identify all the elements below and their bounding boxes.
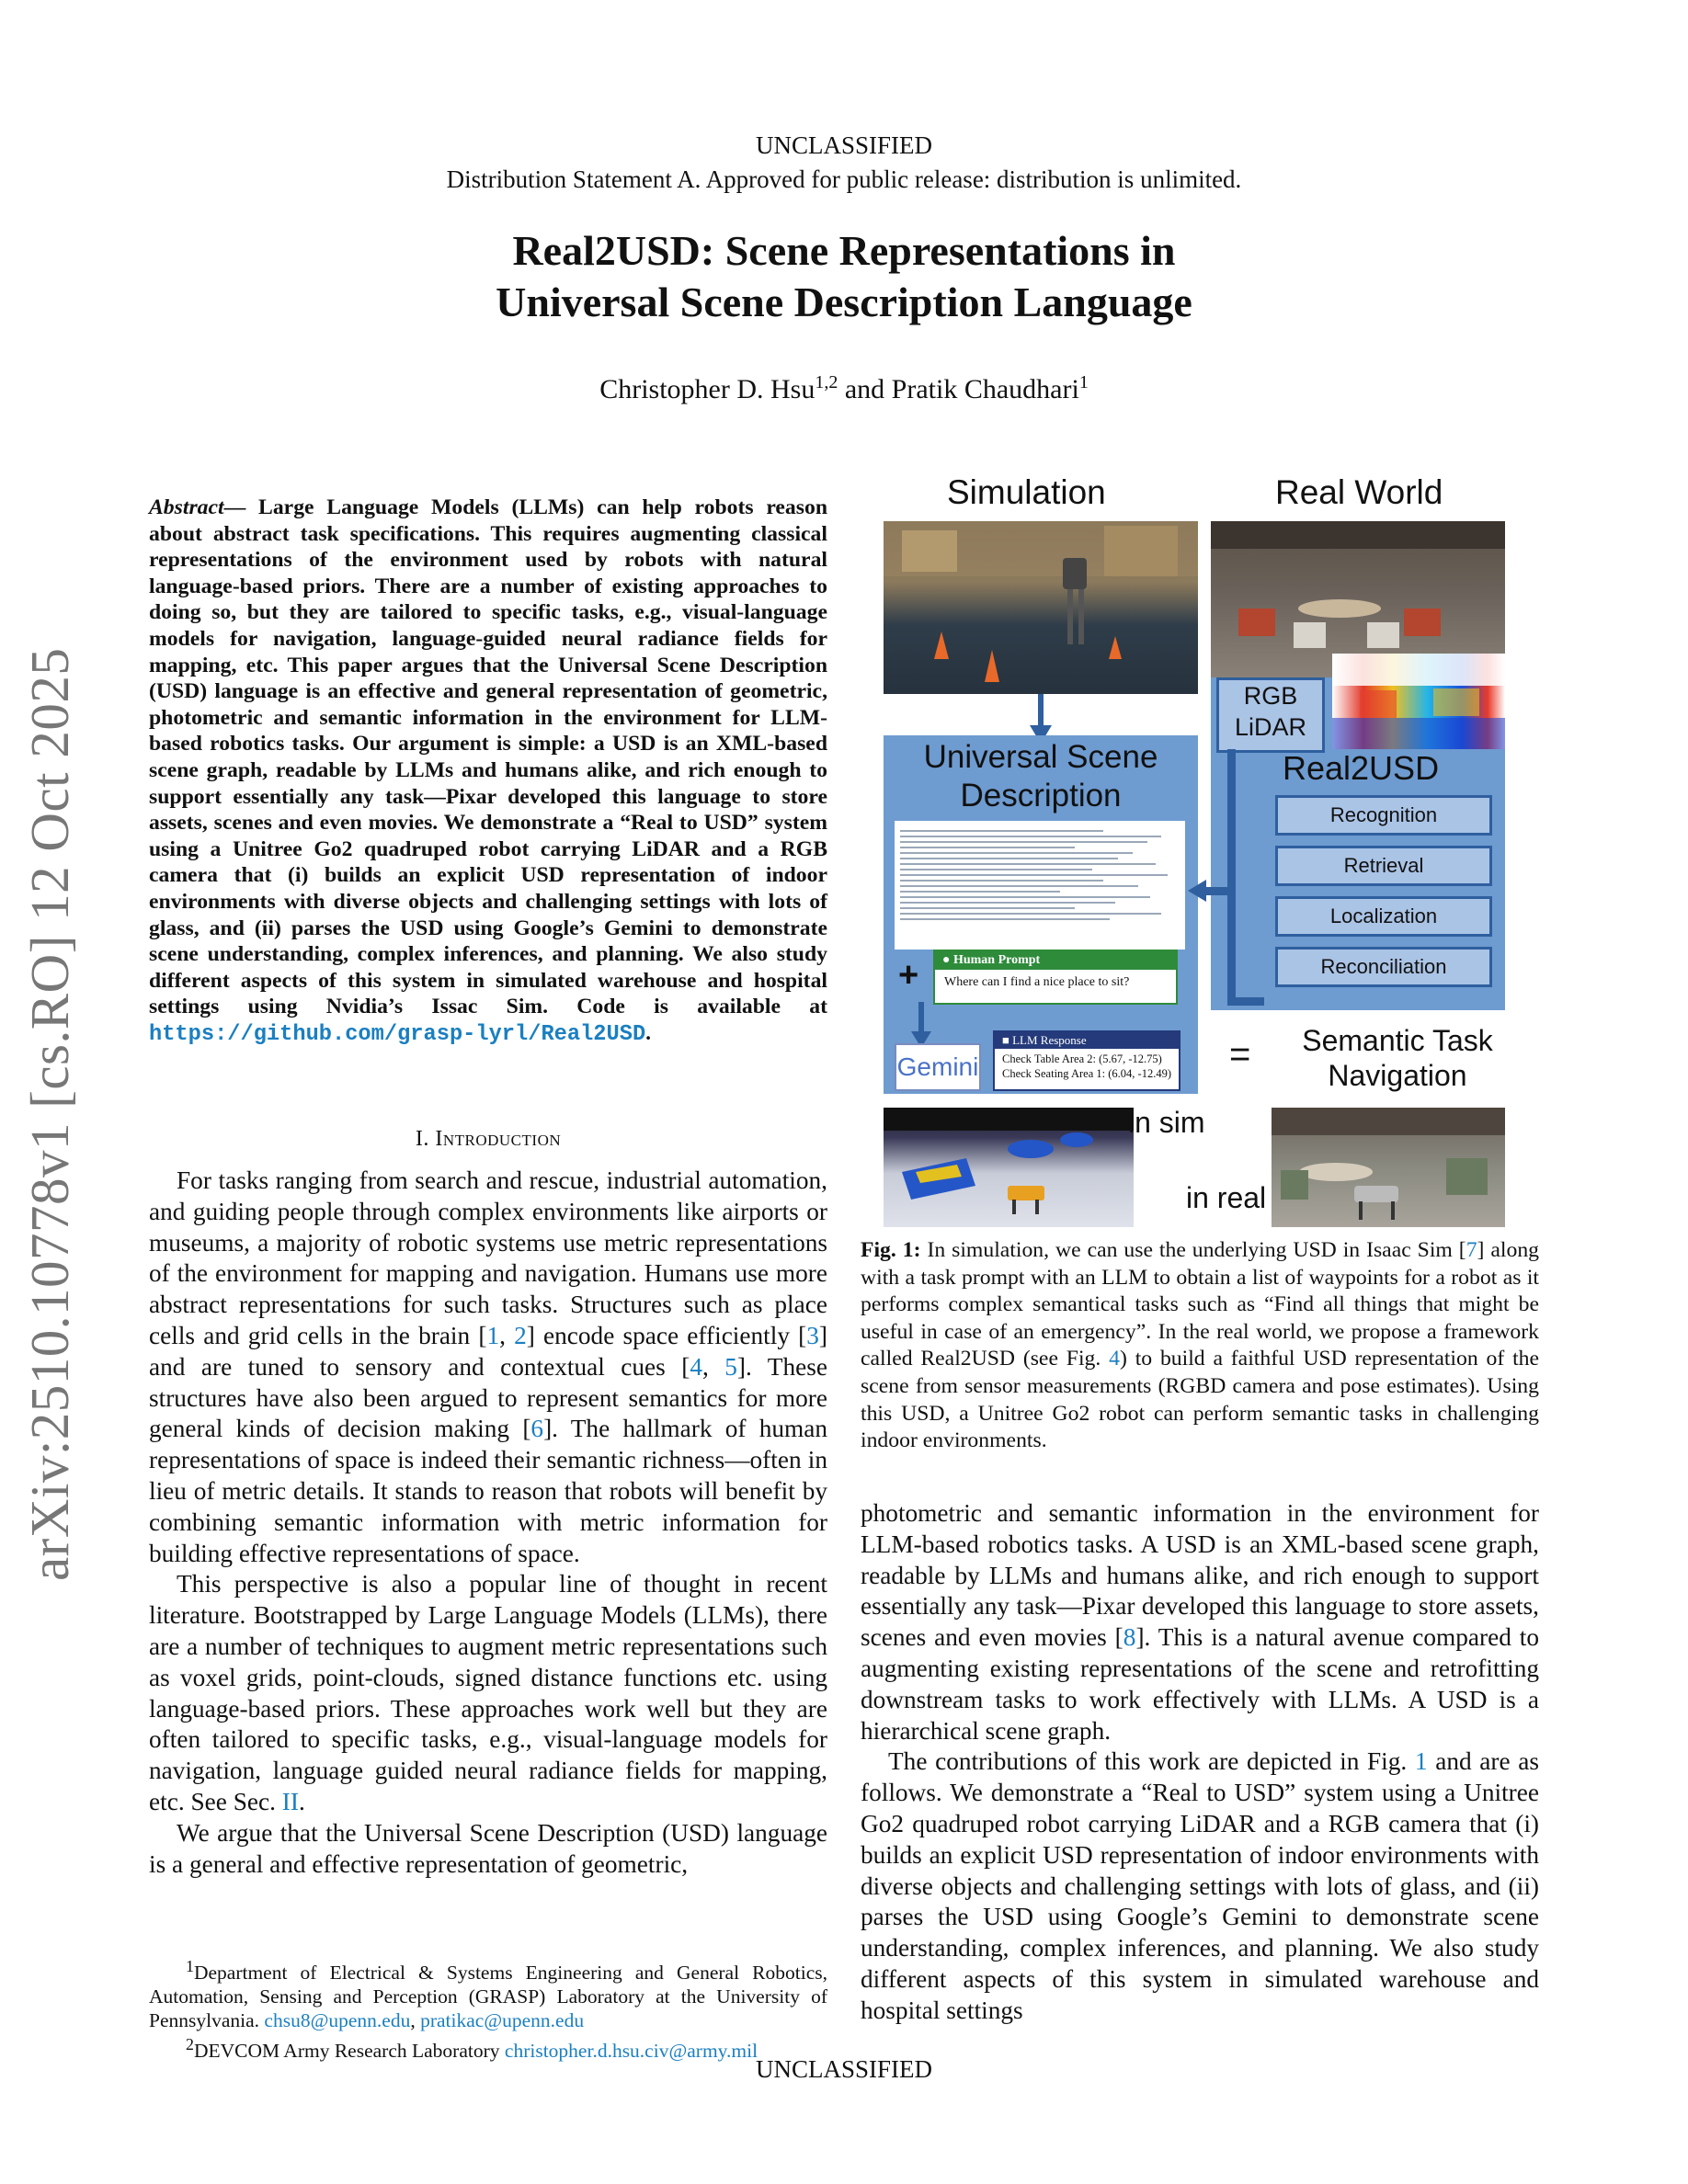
- citation-link[interactable]: 3: [806, 1321, 819, 1349]
- figure-1-caption: [861, 1237, 1539, 1455]
- abstract-dash: —: [223, 495, 246, 519]
- email-link[interactable]: chsu8@upenn.edu: [264, 2009, 411, 2032]
- figure-link[interactable]: 1: [1414, 1747, 1428, 1776]
- step-localization: Localization: [1275, 896, 1492, 937]
- text-run: ]. The hallmark of human representations of space is indeed their semantic richness—often in lieu of metric details. It stands to reason that robots will benefit by combining semantic information with metric information for building effective representations of space.: [149, 1415, 827, 1567]
- text-run: DEVCOM Army Research Laboratory: [193, 2040, 500, 2063]
- gemini-box: [895, 1043, 981, 1091]
- distribution-statement: Distribution Statement A. Approved for public release: distribution is unlimited.: [446, 165, 1242, 193]
- intro-paragraph-2: [149, 1569, 827, 1817]
- step-reconciliation: Reconciliation: [1275, 947, 1492, 987]
- sim-navigation-drawing: [884, 1108, 1134, 1227]
- task-line-2: Navigation: [1328, 1059, 1467, 1092]
- footnotes: [149, 1954, 827, 2063]
- section-number: I.: [415, 1127, 429, 1151]
- introduction-body: [149, 1166, 827, 1880]
- section-title: Introduction: [435, 1127, 562, 1151]
- citation-link[interactable]: 6: [530, 1415, 544, 1443]
- footnote-1: [149, 1954, 827, 2032]
- llm-response-line-2: Check Seating Area 1: (6.04, -12.49): [1002, 1067, 1171, 1080]
- usd-title-line-2: Description: [960, 778, 1122, 813]
- pointcloud-drawing: [1332, 654, 1505, 749]
- author-2: Pratik Chaudhari: [891, 374, 1079, 404]
- author-list: [0, 372, 1688, 405]
- human-prompt-text: Where can I find a nice place to sit?: [944, 975, 1130, 989]
- title-line-1: Real2USD: Scene Representations in: [512, 227, 1176, 274]
- text-run: ] along with a task prompt with an LLM to obtain a list of waypoints for a robot as it performs complex semantical tasks such as “Find all things that might be useful in case of an emergency”. In the real world, we propose a framework called Real2USD (see Fig.: [861, 1238, 1540, 1371]
- right-paragraph-1: [861, 1498, 1539, 1746]
- text-run: Department of Electrical & Systems Engineering and General Robotics, Automation, Sensing and Perception (GRASP) Laboratory at the University of Pennsylvania.: [149, 1962, 827, 2032]
- semantic-task-navigation-label: [1283, 1023, 1512, 1093]
- rgb-lidar-sensor-box: [1216, 677, 1325, 753]
- title-line-2: Universal Scene Description Language: [496, 279, 1192, 325]
- abstract-text: Large Language Models (LLMs) can help robots reason about abstract task specifications. This requires augmenting classical representations of the environment used by robots with natural language-based priors. There are a number of existing approaches to doing so, but they are tailored to specific tasks, e.g., visual-language models for navigation, language-guided neural radiance fields for mapping, etc. This paper argues that the Universal Scene Description (USD) language is an effective and general representation of geometric, photometric and semantic information in the environment for LLM-based robotics tasks. Our argument is simple: a USD is an XML-based scene graph, readable by LLMs and humans alike, and rich enough to support essentially any task—Pixar developed this language to store assets, scenes and even movies. We demonstrate a “Real to USD” system using a Unitree Go2 quadruped robot carrying LiDAR and a RGB camera that (i) builds an explicit USD representation of indoor environments with diverse objects and challenging settings with lots of glass, and (ii) parses the USD using Google’s Gemini to demonstrate scene understanding, complex inferences, and planning. We also study different aspects of this system in simulated warehouse and hospital settings using Nvidia’s Issac Sim. Code is available at: [149, 495, 827, 1019]
- figure-link[interactable]: 4: [1109, 1347, 1120, 1371]
- author-1-affiliation: 1,2: [815, 372, 838, 392]
- intro-paragraph-1: For tasks ranging from search and rescue, industrial automation, and guiding people through complex environments like airports or museums, a majority of robotic systems use metric representations of the environment for mapping and navigation. Humans use more abstract representations for such tasks. Structures such as place cells and grid cells in the brain [1, 2] encode space efficiently [3] and are tuned to sensory and contextual cues [4, 5]. These structures have also been argued to represent semantics for more general kinds of decision making [6]. The hallmark of human representations of space is indeed their semantic richness—often in lieu of metric details. It stands to reason that robots will benefit by combining semantic information with metric information for building effective representations of space.: [149, 1166, 827, 1567]
- abstract-end: .: [645, 1020, 652, 1045]
- user-icon: ●: [942, 953, 951, 967]
- llm-response-box: [993, 1030, 1180, 1091]
- llm-response-title: LLM Response: [1012, 1033, 1087, 1047]
- step-retrieval: Retrieval: [1275, 846, 1492, 886]
- text-run: For tasks ranging from search and rescue, industrial automation, and guiding people through complex environments like airports or museums, a majority of robotic systems use metric representations of the environment for mapping and navigation. Humans use more abstract representations for such tasks. Structures such as place cells and grid cells in the brain [: [149, 1166, 827, 1349]
- figure-1: [878, 473, 1522, 1227]
- human-prompt-title: Human Prompt: [952, 953, 1041, 967]
- usd-title-line-1: Universal Scene: [923, 739, 1158, 775]
- text-run: ]. These structures have also been argued to represent semantics for more general kinds of decision making [: [149, 1352, 827, 1443]
- citation-link[interactable]: 5: [724, 1352, 737, 1381]
- in-sim-label: in sim: [1128, 1106, 1205, 1139]
- email-link[interactable]: pratikac@upenn.edu: [420, 2009, 585, 2032]
- author-1: Christopher D. Hsu: [599, 374, 815, 404]
- text-run: ]. This is a natural avenue compared to augmenting existing representations of the scene and retrofitting downstream tasks to work effectively with LLMs. A USD is a hierarchical scene graph.: [861, 1623, 1540, 1745]
- classification-marking-top: UNCLASSIFIED: [755, 131, 933, 159]
- caption-label: Fig. 1:: [861, 1238, 921, 1262]
- citation-link[interactable]: 7: [1466, 1238, 1477, 1262]
- equals-sign: =: [1229, 1034, 1251, 1075]
- footnote-2-mark: 2: [186, 2035, 194, 2054]
- text-run: ] encode space efficiently [: [526, 1321, 807, 1349]
- arxiv-identifier-stamp: arXiv:2510.10778v1 [cs.RO] 12 Oct 2025: [19, 647, 80, 1581]
- llm-icon: ■: [1002, 1033, 1009, 1047]
- pipeline-connector: [1085, 749, 1287, 1016]
- email-link[interactable]: christopher.d.hsu.civ@army.mil: [504, 2040, 758, 2063]
- right-column-body: [861, 1498, 1539, 2027]
- gemini-logo: Gemini: [896, 1052, 979, 1081]
- text-run: The contributions of this work are depicted in Fig.: [888, 1747, 1408, 1776]
- step-recognition: Recognition: [1275, 795, 1492, 836]
- abstract-label: Abstract: [149, 495, 224, 519]
- sensor-rgb: RGB: [1243, 682, 1298, 710]
- task-line-1: Semantic Task: [1302, 1024, 1493, 1057]
- author-and: and: [844, 374, 885, 404]
- real-navigation-drawing: [1272, 1108, 1505, 1227]
- text-run: and are as follows. We demonstrate a “Real to USD” system using a Unitree Go2 quadruped robot carrying LiDAR and a RGB camera that (i) builds an explicit USD representation of indoor environments with diverse objects and challenging settings with lots of glass, and (ii) parses the USD using Google’s Gemini to demonstrate scene understanding, complex inferences, and planning. We also study different aspects of this system in simulated warehouse and hospital settings: [861, 1747, 1539, 2024]
- paper-title: [0, 225, 1688, 328]
- abstract: [149, 495, 827, 1048]
- footnote-1-mark: 1: [186, 1957, 194, 1975]
- citation-link[interactable]: 4: [690, 1352, 702, 1381]
- simulation-warehouse-image: [884, 521, 1198, 694]
- in-real-label: in real: [1186, 1181, 1267, 1214]
- text-run: In simulation, we can use the underlying USD in Isaac Sim [: [927, 1238, 1466, 1262]
- lidar-pointcloud-image: [1332, 654, 1505, 749]
- sim-navigation-image: [884, 1108, 1134, 1227]
- plus-sign: +: [898, 956, 919, 995]
- citation-link[interactable]: 8: [1123, 1623, 1136, 1652]
- classification-marking-bottom: UNCLASSIFIED: [755, 2055, 933, 2083]
- text-run: photometric and semantic information in the environment for LLM-based robotics tasks. A USD is an XML-based scene graph, readable by LLMs and humans alike, and rich enough to support essentially any task—Pixar developed this language to store assets, scenes and even movies [: [861, 1499, 1539, 1652]
- simulation-scene-drawing: [884, 521, 1198, 694]
- author-2-affiliation: 1: [1078, 372, 1089, 392]
- sensor-lidar: LiDAR: [1234, 713, 1307, 741]
- real2usd-title: Real2USD: [1283, 749, 1440, 787]
- citation-link[interactable]: 1: [486, 1321, 500, 1349]
- real-world-label: Real World: [1275, 473, 1443, 511]
- citation-link[interactable]: 2: [514, 1321, 527, 1349]
- text-run: ,: [410, 2009, 416, 2032]
- text-run: .: [298, 1787, 305, 1815]
- right-paragraph-2: [861, 1746, 1539, 2026]
- intro-paragraph-3: We argue that the Universal Scene Description (USD) language is a general and effective representation of geometric,: [149, 1818, 827, 1878]
- code-link[interactable]: https://github.com/grasp-lyrl/Real2USD: [149, 1021, 646, 1047]
- simulation-label: Simulation: [947, 473, 1106, 511]
- section-heading: [149, 1127, 827, 1152]
- section-link[interactable]: II: [281, 1787, 299, 1815]
- text-run: ) to build a faithful USD representation of the scene from sensor measurements (RGBD camera and pose estimates). Using this USD, a Unitree Go2 robot can perform semantic tasks in challenging indoor environments.: [861, 1347, 1540, 1453]
- real-navigation-image: [1272, 1108, 1505, 1227]
- text-run: ] and are tuned to sensory and contextual cues [: [149, 1321, 827, 1381]
- text-run: This perspective is also a popular line of thought in recent literature. Bootstrapped by Large Language Models (LLMs), there are a number of techniques to augment metric representations such as voxel grids, point-clouds, signed distance functions etc. using language-based priors. These approaches work well but they are often tailored to specific tasks, e.g., visual-language models for navigation, language guided neural radiance fields for mapping, etc. See Sec.: [149, 1570, 827, 1815]
- llm-response-line-1: Check Table Area 2: (5.67, -12.75): [1002, 1052, 1162, 1065]
